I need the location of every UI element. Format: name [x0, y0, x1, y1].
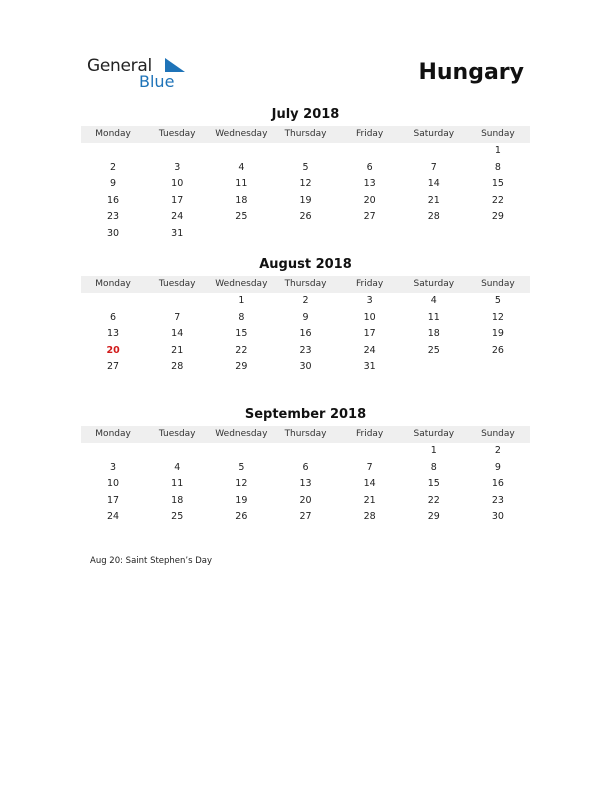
day-cell: 26 [235, 511, 248, 523]
day-cell: 18 [427, 328, 440, 340]
day-cell: 29 [427, 511, 440, 523]
day-cell: 26 [299, 211, 312, 223]
weekday-label: Sunday [481, 279, 515, 289]
week-row [81, 343, 530, 360]
day-cell [273, 443, 337, 460]
day-cell: 21 [171, 344, 184, 356]
day-cell: 3 [366, 295, 373, 306]
week-row [81, 509, 530, 526]
day-cell: 30 [299, 361, 312, 373]
weekday-label: Saturday [413, 429, 455, 439]
day-cell: 10 [107, 478, 120, 490]
day-cell: 10 [363, 311, 376, 323]
day-cell [145, 143, 209, 160]
day-cell: 24 [107, 511, 120, 523]
day-cell: 5 [238, 461, 245, 473]
day-cell [273, 143, 337, 160]
day-cell: 21 [363, 494, 376, 506]
month-title: August 2018 [259, 257, 352, 272]
weekday-header [81, 426, 530, 443]
weekday-label: Thursday [284, 429, 327, 439]
day-cell [402, 226, 466, 243]
weekday-label: Thursday [284, 279, 327, 289]
day-cell: 28 [171, 361, 184, 373]
day-cell [81, 293, 145, 310]
day-cell: 7 [430, 161, 437, 173]
logo-blue-text: Blue [139, 72, 175, 91]
week-row [81, 460, 530, 477]
day-cell: 28 [427, 211, 440, 223]
day-cell: 11 [171, 478, 184, 490]
day-cell [209, 226, 273, 243]
day-cell [145, 443, 209, 460]
month-august [81, 256, 530, 376]
day-cell: 14 [363, 478, 376, 490]
day-cell: 22 [427, 494, 440, 506]
week-row [81, 476, 530, 493]
week-row [81, 193, 530, 210]
weekday-label: Wednesday [215, 129, 268, 139]
day-cell: 8 [494, 161, 501, 173]
day-cell: 26 [491, 344, 504, 356]
day-cell: 3 [174, 161, 181, 173]
day-cell: 6 [302, 461, 309, 473]
day-cell: 2 [302, 295, 309, 306]
weekday-label: Sunday [481, 429, 515, 439]
day-cell: 15 [235, 328, 248, 340]
day-cell: 23 [299, 344, 312, 356]
weekday-label: Tuesday [158, 129, 196, 139]
day-cell: 1 [238, 295, 245, 306]
day-cell: 1 [430, 445, 437, 456]
day-cell [338, 226, 402, 243]
day-cell [145, 293, 209, 310]
weekday-header [81, 276, 530, 293]
day-cell: 23 [107, 211, 120, 223]
day-cell: 22 [235, 344, 248, 356]
day-cell: 13 [107, 328, 120, 340]
week-row [81, 293, 530, 310]
weekday-header [81, 126, 530, 143]
day-cell: 13 [363, 178, 376, 190]
month-september [81, 406, 530, 526]
holiday-note: Aug 20: Saint Stephen’s Day [90, 556, 213, 566]
day-cell: 25 [235, 211, 248, 223]
weekday-label: Wednesday [215, 429, 268, 439]
weekday-label: Tuesday [158, 429, 196, 439]
day-cell: 12 [299, 178, 312, 190]
day-cell: 21 [427, 194, 440, 206]
day-cell: 27 [299, 511, 312, 523]
day-cell: 13 [299, 478, 312, 490]
day-cell [209, 143, 273, 160]
day-cell: 17 [107, 494, 120, 506]
day-cell: 12 [491, 311, 504, 323]
day-cell: 20 [299, 494, 312, 506]
day-cell: 4 [430, 295, 437, 306]
day-cell: 5 [302, 161, 309, 173]
day-cell: 14 [427, 178, 440, 190]
month-title: September 2018 [244, 407, 367, 422]
day-cell: 18 [171, 494, 184, 506]
weekday-label: Wednesday [215, 279, 268, 289]
day-cell: 2 [110, 161, 117, 173]
day-cell [209, 443, 273, 460]
month-title: July 2018 [271, 107, 340, 122]
day-cell: 7 [174, 311, 181, 323]
day-cell: 27 [107, 361, 120, 373]
week-row [81, 326, 530, 343]
day-cell [402, 359, 466, 376]
day-cell: 10 [171, 178, 184, 190]
day-cell: 15 [491, 178, 504, 190]
week-row [81, 359, 530, 376]
week-row [81, 209, 530, 226]
weekday-label: Sunday [481, 129, 515, 139]
day-cell: 24 [171, 211, 184, 223]
day-cell: 11 [235, 178, 248, 190]
day-cell: 31 [171, 227, 184, 239]
day-cell: 14 [171, 328, 184, 340]
month-july [81, 106, 530, 243]
weekday-label: Friday [355, 129, 384, 139]
day-cell: 4 [174, 461, 181, 473]
weekday-label: Friday [355, 279, 384, 289]
day-cell: 9 [110, 178, 117, 190]
country-title: Hungary [418, 60, 524, 85]
day-cell: 25 [171, 511, 184, 523]
day-cell: 30 [491, 511, 504, 523]
week-row [81, 310, 530, 327]
day-cell: 19 [299, 194, 312, 206]
day-cell: 9 [302, 311, 309, 323]
day-cell: 8 [430, 461, 437, 473]
day-cell: 2 [494, 445, 501, 456]
day-cell: 29 [491, 211, 504, 223]
day-cell: 29 [235, 361, 248, 373]
day-cell: 31 [363, 361, 376, 373]
logo [87, 56, 187, 96]
weekday-label: Saturday [413, 129, 455, 139]
day-cell: 6 [366, 161, 373, 173]
day-cell: 28 [363, 511, 376, 523]
week-row [81, 176, 530, 193]
day-cell: 20 [106, 344, 120, 356]
day-cell: 24 [363, 344, 376, 356]
day-cell: 11 [427, 311, 440, 323]
week-row [81, 493, 530, 510]
weekday-label: Saturday [413, 279, 455, 289]
weekday-label: Tuesday [158, 279, 196, 289]
day-cell: 18 [235, 194, 248, 206]
week-row [81, 160, 530, 177]
day-cell: 16 [491, 478, 504, 490]
weekday-label: Thursday [284, 129, 327, 139]
day-cell: 12 [235, 478, 248, 490]
day-cell: 22 [491, 194, 504, 206]
day-cell: 19 [235, 494, 248, 506]
day-cell: 4 [238, 161, 245, 173]
week-row [81, 443, 530, 460]
day-cell: 17 [363, 328, 376, 340]
day-cell: 8 [238, 311, 245, 323]
day-cell: 27 [363, 211, 376, 223]
day-cell [81, 443, 145, 460]
day-cell: 20 [363, 194, 376, 206]
day-cell: 15 [427, 478, 440, 490]
day-cell [338, 443, 402, 460]
day-cell: 3 [110, 461, 117, 473]
day-cell: 17 [171, 194, 184, 206]
day-cell: 25 [427, 344, 440, 356]
weekday-label: Monday [95, 429, 131, 439]
weekday-label: Friday [355, 429, 384, 439]
day-cell: 23 [491, 494, 504, 506]
week-row [81, 143, 530, 160]
day-cell [338, 143, 402, 160]
logo-general-text: General [87, 56, 152, 76]
day-cell: 30 [107, 227, 120, 239]
day-cell: 19 [491, 328, 504, 340]
day-cell [402, 143, 466, 160]
weekday-label: Monday [95, 279, 131, 289]
day-cell [466, 359, 530, 376]
day-cell: 5 [494, 295, 501, 306]
day-cell [273, 226, 337, 243]
day-cell [81, 143, 145, 160]
day-cell: 6 [110, 311, 117, 323]
week-row [81, 226, 530, 243]
weekday-label: Monday [95, 129, 131, 139]
day-cell: 7 [366, 461, 373, 473]
day-cell: 16 [299, 328, 312, 340]
day-cell: 16 [107, 194, 120, 206]
day-cell: 9 [494, 461, 501, 473]
day-cell: 1 [494, 145, 501, 156]
day-cell [466, 226, 530, 243]
